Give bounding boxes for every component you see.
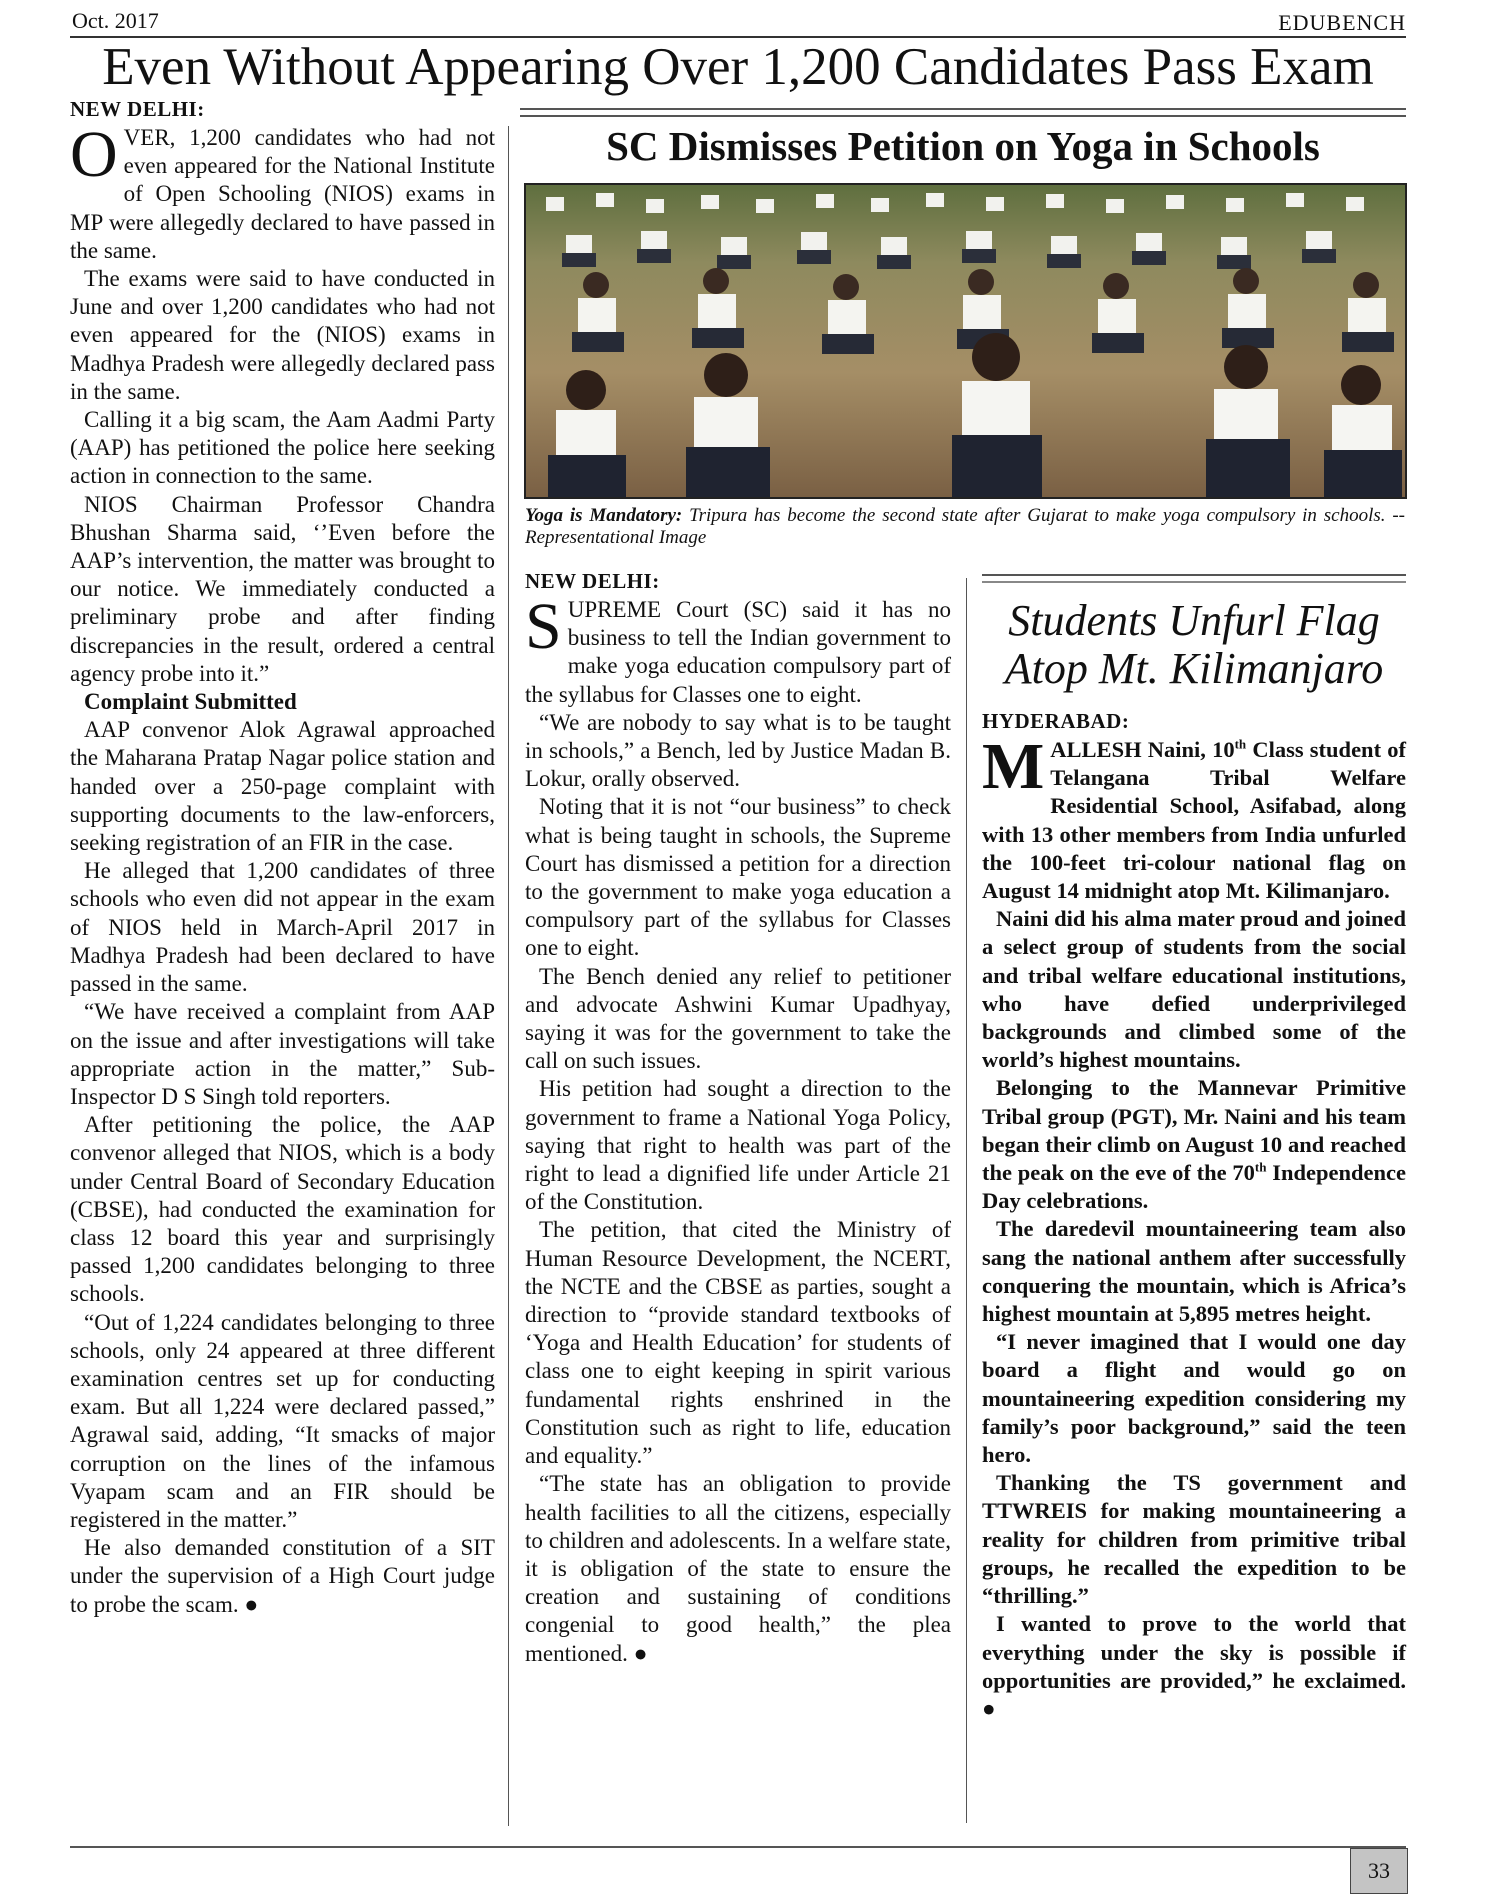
lead-paragraph: After petitioning the police, the AAP convenor alleged that NIOS, which is a body under Central Board of Secondary Education (CBSE), had conducted the examination for class 12 board this year and surprisingly passed 1,200 candidates belonging to three schools.: [70, 1112, 495, 1307]
yoga-paragraph: His petition had sought a direction to the government to frame a National Yoga Policy, saying that right to health was part of the right to lead a dignified life under Article 21 of the Constitution.: [525, 1076, 951, 1215]
kili-p3-sup: th: [1254, 1159, 1267, 1175]
lead-paragraph: The exams were said to have conducted in June and over 1,200 candidates who had not even appeared for the (NIOS) exams in Madhya Pradesh were allegedly declared pass in the same.: [70, 266, 495, 404]
yoga-paragraph: The petition, that cited the Ministry of Human Resource Development, the NCERT, the NCTE and the CBSE as parties, sought a direction to “provide standard textbooks of ‘Yoga and Health Education’ for students of class one to eight keeping in spirit various fundamental rights enshrined in the Constitution such as right to life, education and equality.”: [525, 1217, 951, 1469]
photo-caption: [525, 505, 1405, 549]
page-number: 33: [1350, 1848, 1408, 1894]
lead-dateline: NEW DELHI:: [70, 97, 205, 121]
lead-subhead: Complaint Submitted: [84, 689, 297, 715]
yoga-paragraph: “We are nobody to say what is to be taught in schools,” a Bench, led by Justice Madan B. Lokur, orally observed.: [525, 709, 951, 792]
yoga-paragraph: “The state has an obligation to provide health facilities to all the citizens, especially to children and adolescents. In a welfare state, it is obligation of the state to ensure the creation and sustaining of conditions congenial to good health,” the plea mentioned. ●: [525, 1471, 951, 1666]
kili-dateline: HYDERABAD:: [982, 709, 1130, 733]
kili-p1-a: ALLESH Naini, 10: [1050, 737, 1235, 762]
yoga-paragraph: [525, 590, 951, 709]
kili-p1-sup: th: [1234, 736, 1247, 752]
kili-paragraph: “I never imagined that I would one day board a flight and would go on mountaineering expedition considering my family’s poor background,” said the teen hero.: [982, 1329, 1406, 1468]
kili-p3-b: Independence Day celebrations.: [982, 1160, 1406, 1214]
kili-p1-b: Class student of Telangana Tribal Welfare Residential School, Asifabad, along with 13 other members from India unfurled the 100-feet tri-colour national flag on August 14 midnight atop Mt. Kilimanjaro.: [982, 737, 1406, 904]
yoga-dateline: NEW DELHI:: [525, 569, 660, 593]
yoga-photo-illustration: [526, 185, 1405, 497]
kili-paragraph: I wanted to prove to the world that everything under the sky is possible if opportunities are provided,” he exclaimed. ●: [982, 1611, 1406, 1721]
yoga-students-photo: [524, 183, 1407, 499]
lead-p1-text: VER, 1,200 candidates who had not even appeared for the National Institute of Open Schooling (NIOS) exams in MP were allegedly declared to have passed in the same.: [70, 125, 495, 263]
column-divider: [508, 126, 509, 1826]
caption-text: Tripura has become the second state after Gujarat to make yoga compulsory in schools. -- Representational Image: [525, 505, 1405, 548]
column-divider: [966, 578, 967, 1823]
section-divider: [520, 108, 1406, 117]
yoga-headline: SC Dismisses Petition on Yoga in Schools: [606, 123, 1320, 169]
kili-paragraph: [982, 1074, 1406, 1215]
kili-paragraph: The daredevil mountaineering team also sang the national anthem after successfully conquering the mountain, which is Africa’s highest mountain at 5,895 metres height.: [982, 1216, 1406, 1327]
lead-paragraph: NIOS Chairman Professor Chandra Bhushan Sharma said, ‘’Even before the AAP’s intervention, the matter was brought to our notice. We immediately conducted a preliminary probe and after finding discrepancies in the result, ordered a central agency probe into it.”: [70, 491, 495, 686]
kili-paragraph: Naini did his alma mater proud and joined a select group of students from the social and tribal welfare educational institutions, who have defied underprivileged backgrounds and climbed some of the world’s highest mountains.: [982, 906, 1406, 1073]
lead-paragraph: “Out of 1,224 candidates belonging to three schools, only 24 appeared at three different examination centres set up for conducting exam. But all 1,224 were declared passed,” Agrawal said, adding, “It smacks of major corruption on the lines of the infamous Vyapam scam and an FIR should be registered in the matter.”: [70, 1309, 495, 1532]
lead-paragraph: [70, 118, 495, 265]
yoga-story-column: [525, 568, 951, 1668]
kili-dropcap: M: [982, 730, 1045, 803]
lead-paragraph: “We have received a complaint from AAP on the issue and after investigations will take appropriate action in the matter,” Sub-Inspector D S Singh told reporters.: [70, 999, 495, 1109]
footer-divider: [70, 1846, 1406, 1848]
yoga-paragraph: Noting that it is not “our business” to check what is being taught in schools, the Supreme Court has dismissed a petition for a direction to the government to make yoga education a compulsory part of the syllabus for Classes one to eight.: [525, 794, 951, 961]
kili-paragraph: [982, 730, 1406, 905]
yoga-p1-text: UPREME Court (SC) said it has no business to tell the Indian government to make yoga education compulsory part of the syllabus for Classes one to eight.: [525, 597, 951, 707]
yoga-paragraph: The Bench denied any relief to petitioner and advocate Ashwini Kumar Upadhyay, saying it was for the government to take the call on such issues.: [525, 963, 951, 1074]
lead-paragraph: He also demanded constitution of a SIT under the supervision of a High Court judge to probe the scam. ●: [70, 1535, 495, 1617]
lead-paragraph: Calling it a big scam, the Aam Aadmi Party (AAP) has petitioned the police here seeking action in connection to the same.: [70, 407, 495, 489]
caption-lead: Yoga is Mandatory:: [525, 505, 683, 526]
issue-date: Oct. 2017: [72, 8, 159, 33]
kili-headline: Students Unfurl Flag Atop Mt. Kilimanjaro: [1004, 596, 1384, 693]
yoga-dropcap: S: [525, 590, 562, 663]
section-divider: [982, 574, 1406, 583]
lead-headline: Even Without Appearing Over 1,200 Candidates Pass Exam: [102, 38, 1374, 96]
lead-paragraph: AAP convenor Alok Agrawal approached the Maharana Pratap Nagar police station and handed over a 250-page complaint with supporting documents to the law-enforcers, seeking registration of an FIR in the case.: [70, 717, 495, 856]
lead-story-column: [70, 96, 495, 1619]
kili-story-column: [982, 708, 1406, 1723]
publication-name: EDUBENCH: [1278, 10, 1406, 35]
lead-dropcap: O: [70, 118, 118, 191]
kili-p3-a: Belonging to the Mannevar Primitive Tribal group (PGT), Mr. Naini and his team began their climb on August 10 and reached the peak on the eve of the 70: [982, 1075, 1406, 1186]
kili-paragraph: Thanking the TS government and TTWREIS for making mountaineering a reality for children from primitive tribal groups, he recalled the expedition to be “thrilling.”: [982, 1470, 1406, 1609]
lead-paragraph: He alleged that 1,200 candidates of three schools who even did not appear in the exam of NIOS held in March-April 2017 in Madhya Pradesh had been declared to have passed in the same.: [70, 858, 495, 997]
